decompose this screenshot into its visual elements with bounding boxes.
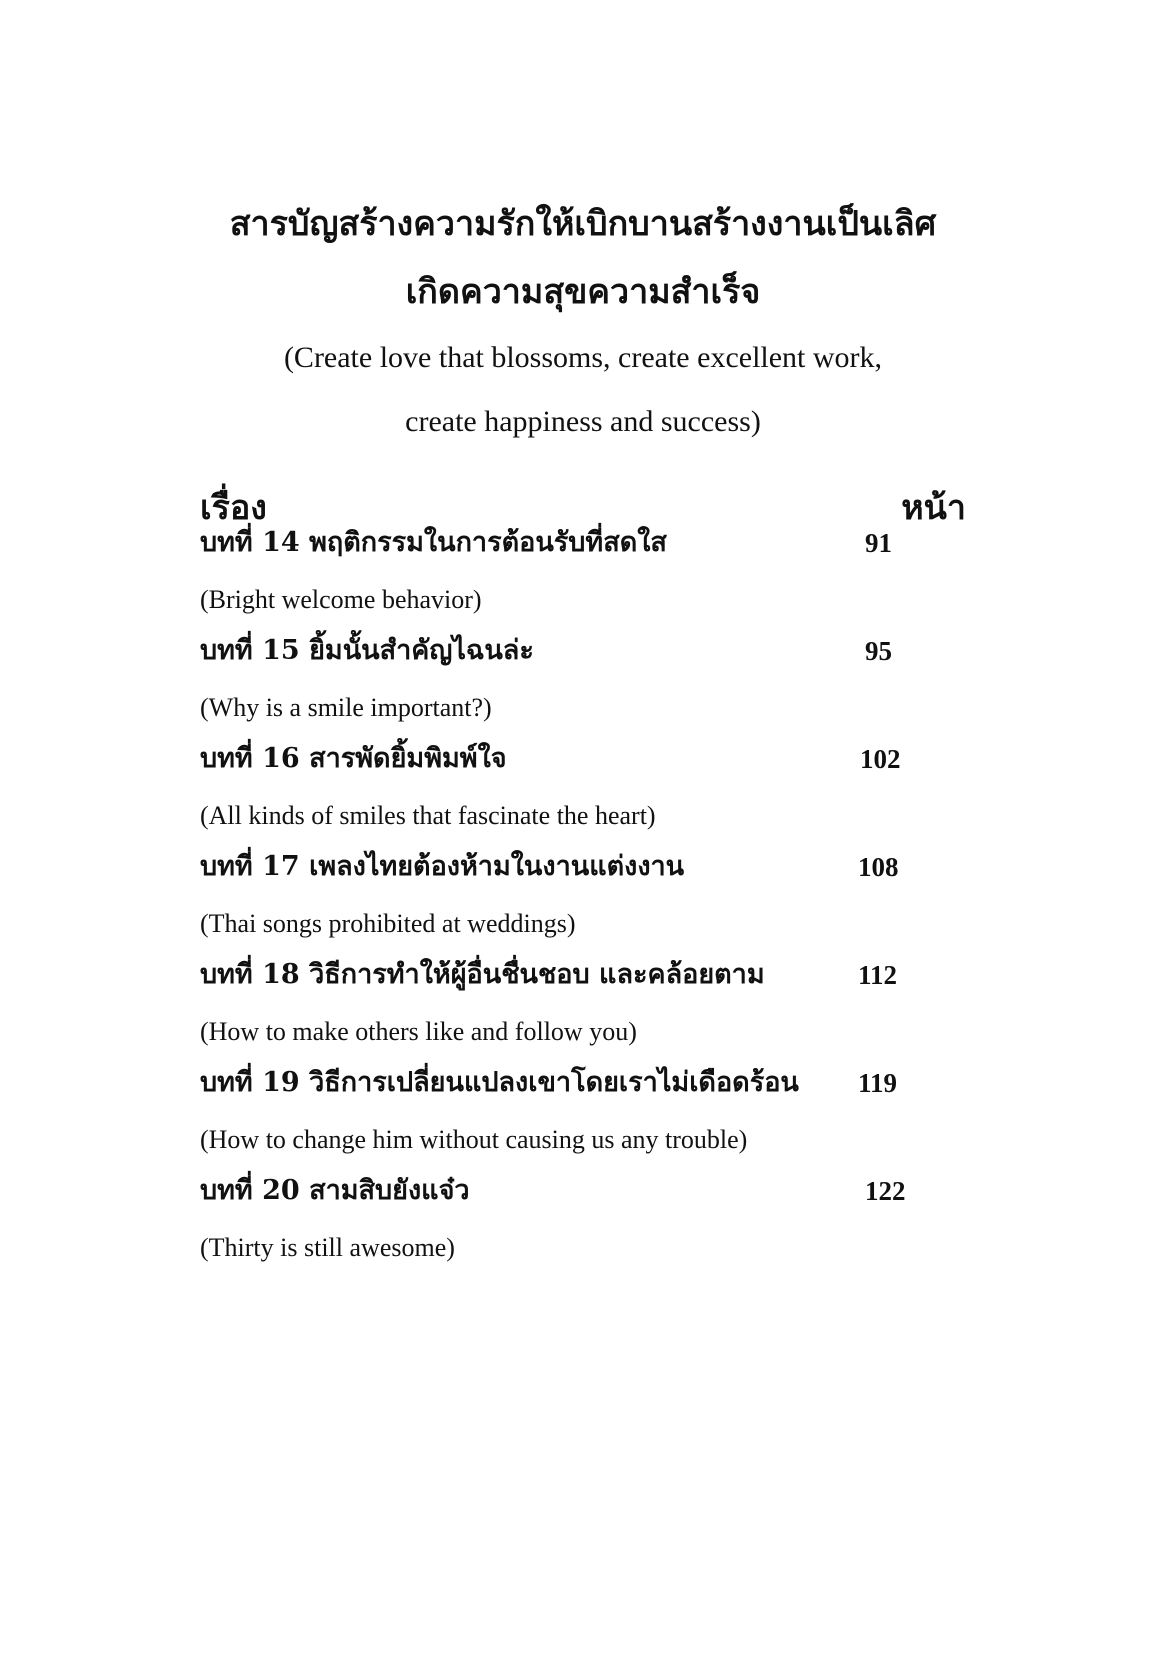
entry-page-number: 102 [860,744,901,774]
toc-entry [200,1066,966,1166]
entry-title: บทที่ 15 ยิ้มนั้นสำคัญไฉนล่ะ [200,635,534,666]
entry-title: บทที่ 20 สามสิบยังแจ๋ว [200,1175,470,1206]
toc-title-line-2: เกิดความสุขความสำเร็จ [405,272,761,312]
toc-english-title-line-2: create happiness and success) [405,405,761,438]
entry-english-title: (How to make others like and follow you) [200,1017,637,1046]
entry-title: บทที่ 19 วิธีการเปลี่ยนแปลงเขาโดยเราไม่เดือดร้อน [200,1067,799,1098]
entry-english-title: (Thirty is still awesome) [200,1233,455,1262]
toc-english-title-line-1: (Create love that blossoms, create excellent work, [283,341,883,374]
entry-english-title: (Bright welcome behavior) [200,585,482,614]
toc-entry [200,958,966,1058]
entry-page-number: 122 [865,1176,906,1206]
entry-english-title: (How to change him without causing us any trouble) [200,1125,748,1154]
entry-english-title: (Thai songs prohibited at weddings) [200,909,576,938]
entry-page-number: 119 [858,1068,898,1098]
entry-page-number: 95 [865,636,892,666]
entry-title: บทที่ 17 เพลงไทยต้องห้ามในงานแต่งงาน [200,851,685,882]
entry-page-number: 108 [858,852,899,882]
entry-title: บทที่ 14 พฤติกรรมในการต้อนรับที่สดใส [200,527,667,558]
column-header-topic: เรื่อง [200,488,267,528]
toc-title-line-1: สารบัญสร้างความรักให้เบิกบานสร้างงานเป็นเลิศ [229,204,937,244]
toc-entry [200,1174,966,1274]
entry-page-number: 91 [865,528,892,558]
column-header-page: หน้า [901,488,966,528]
entry-english-title: (All kinds of smiles that fascinate the heart) [200,801,656,830]
entry-title: บทที่ 18 วิธีการทำให้ผู้อื่นชื่นชอบ และคล้อยตาม [200,959,765,990]
toc-entry [200,742,966,842]
toc-entry [200,526,966,626]
toc-entry [200,850,966,950]
toc-entry [200,634,966,734]
entry-page-number: 112 [858,960,898,990]
entry-title: บทที่ 16 สารพัดยิ้มพิมพ์ใจ [200,743,507,774]
entry-english-title: (Why is a smile important?) [200,693,492,722]
